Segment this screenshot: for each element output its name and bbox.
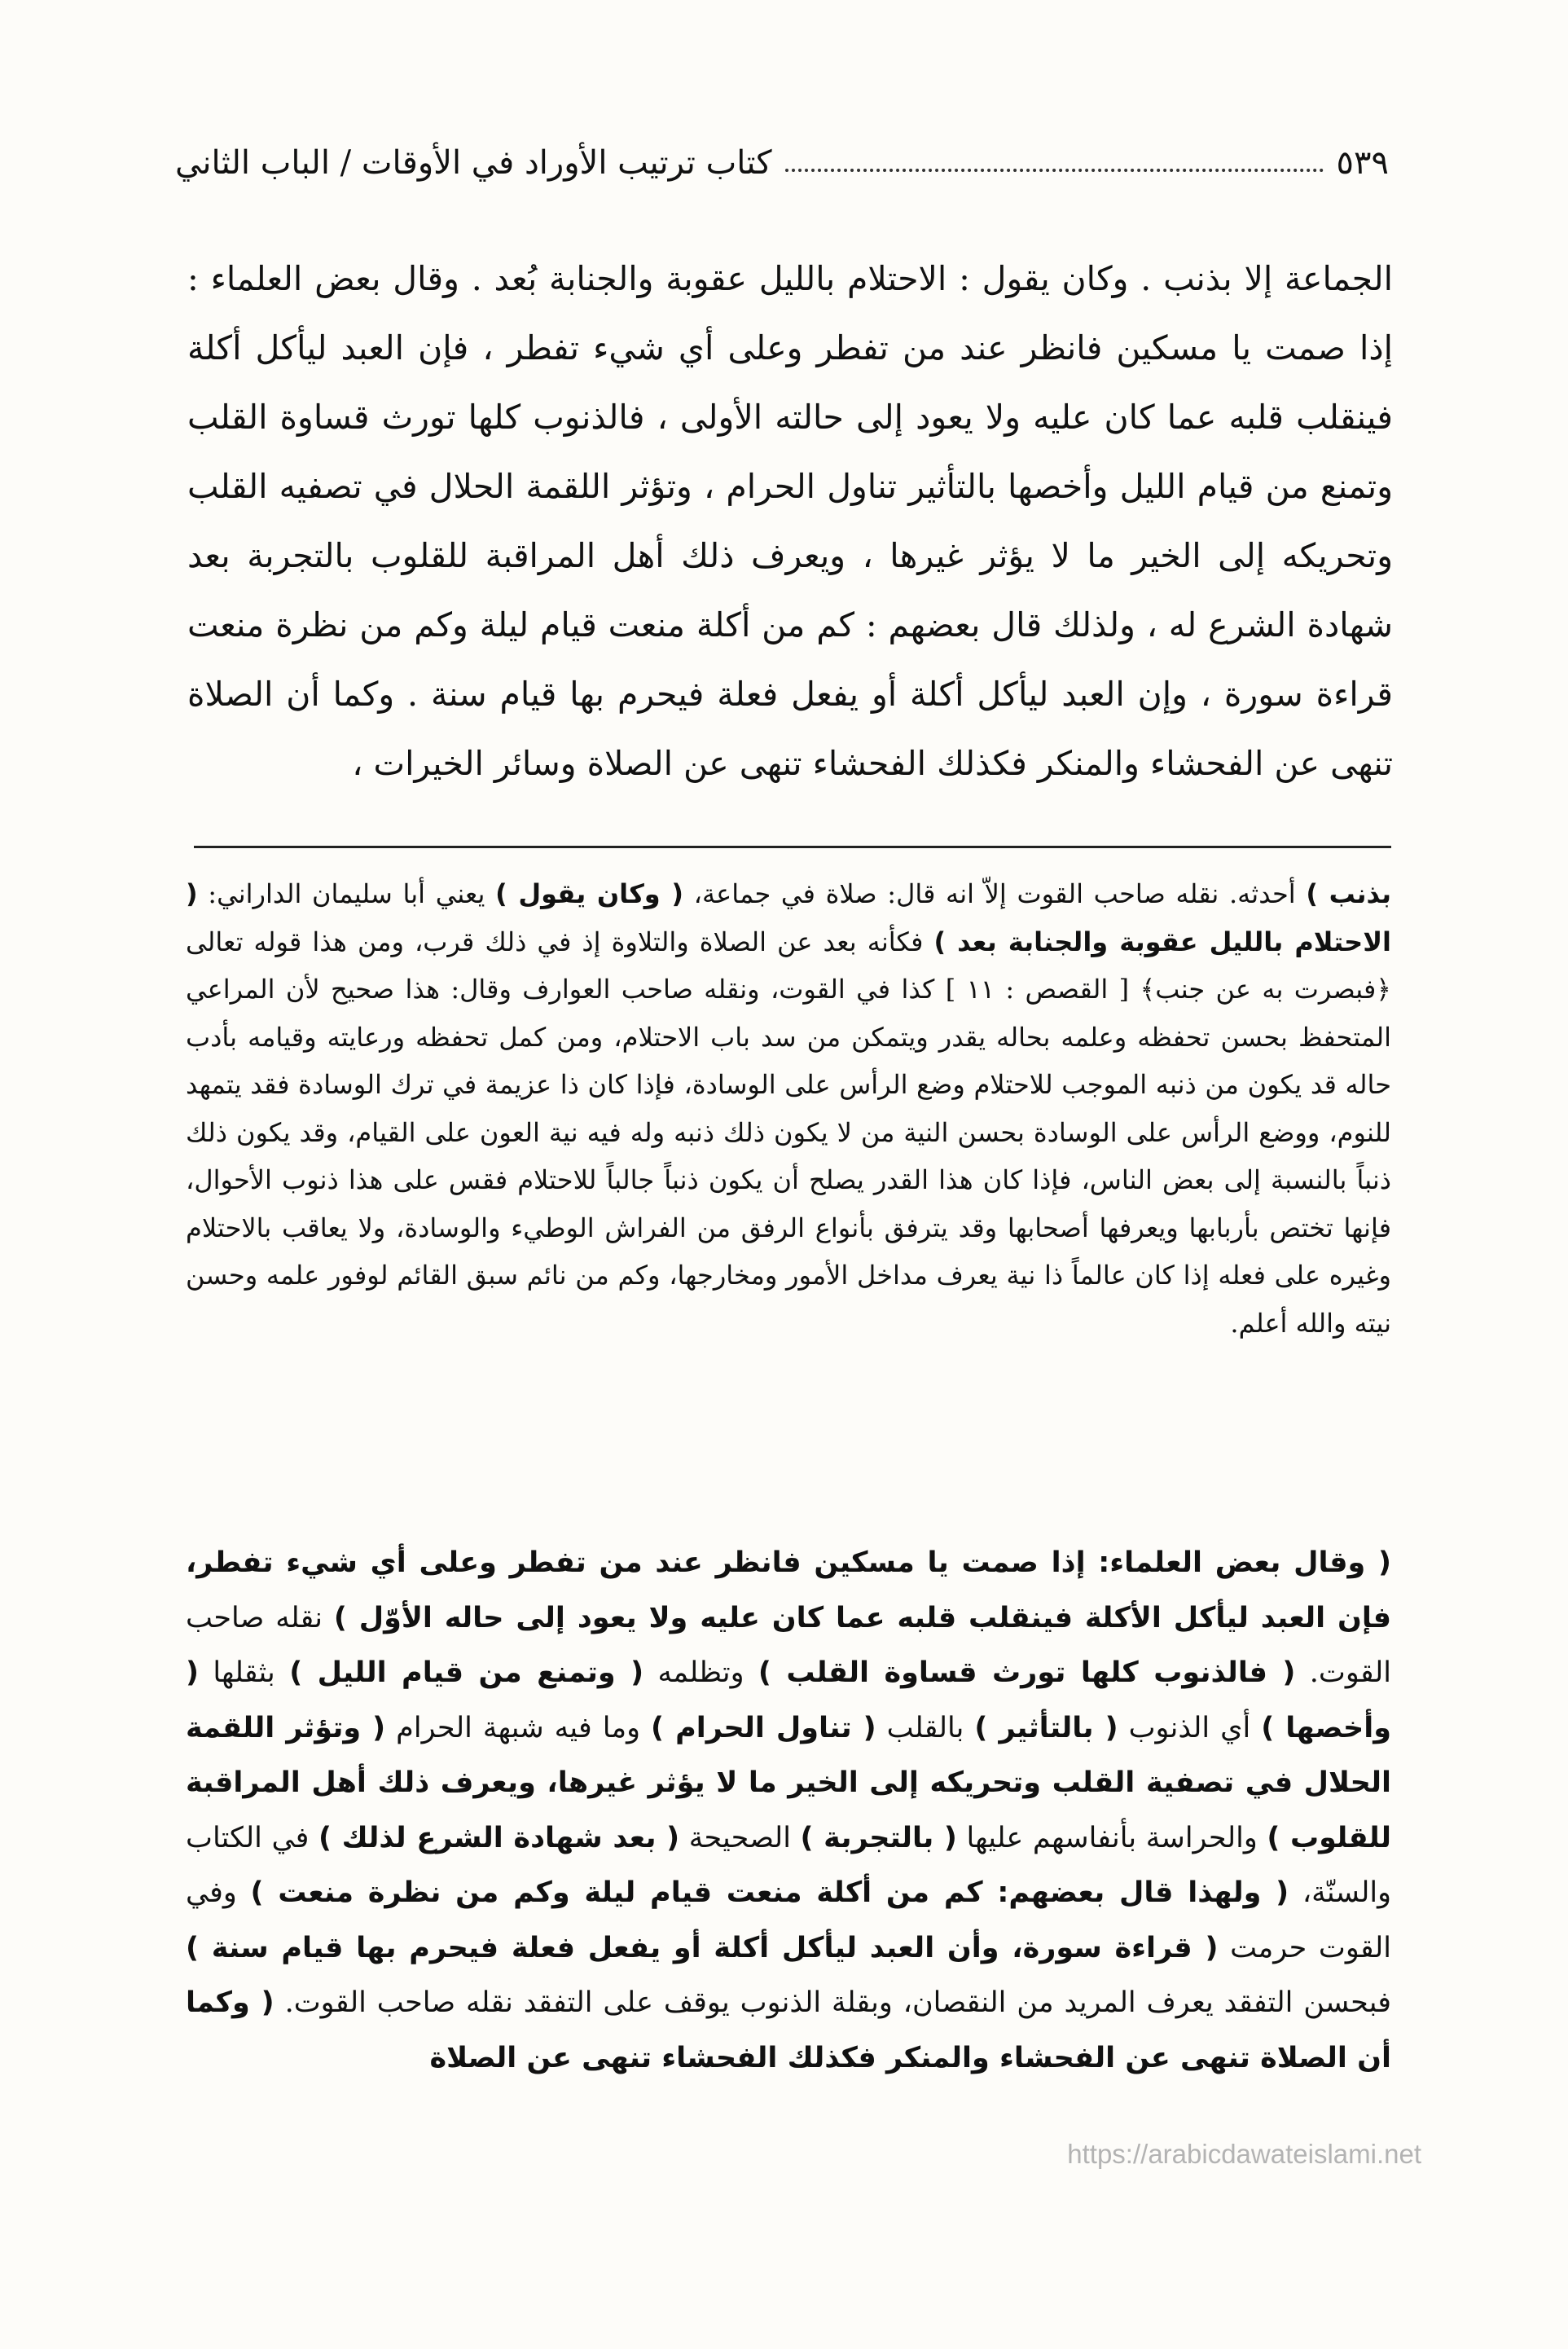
footnote-divider [194,846,1391,848]
quoted-phrase: ( وكما أن الصلاة تنهى عن الفحشاء والمنكر فكذلك الفحشاء تنهى عن الصلاة [186,1986,1391,2074]
commentary-text: أحدثه. نقله صاحب القوت إلاّ انه قال: صلاة في جماعة، [683,878,1307,909]
commentary-text: بثقلها [199,1656,290,1689]
quoted-phrase: ( وتؤثر اللقمة الحلال في تصفية القلب وتحريكه إلى الخير ما لا يؤثر غيرها، ويعرف ذلك أهل المراقبة للقلوب ) [186,1711,1391,1854]
commentary-text: بالقلب [876,1711,975,1744]
quoted-phrase: ( فالذنوب كلها تورث قساوة القلب ) [758,1656,1296,1689]
commentary-block-1 [186,870,1391,1347]
dot-leader [785,169,1324,172]
main-text [187,244,1393,798]
commentary-paragraph [186,1536,1391,2086]
commentary-text: وما فيه شبهة الحرام [385,1711,652,1744]
commentary-text: والحراسة بأنفاسهم عليها [956,1821,1267,1854]
quoted-phrase: ( وأخصها ) [186,1656,1392,1744]
commentary-text: في الكتاب والسنّة، [186,1821,1392,1909]
quoted-phrase: ( بالتأثير ) [974,1711,1118,1744]
quoted-phrase: ( وقال بعض العلماء: إذا صمت يا مسكين فانظر عند من تفطر وعلى أي شيء تفطر، فإن العبد ليأكل الأكلة فينقلب قلبه عما كان عليه ولا يعود إلى حاله الأوّل ) [186,1546,1391,1634]
commentary-text: وتظلمه [643,1656,758,1689]
commentary-text: يعني أبا سليمان الداراني: [197,878,496,909]
page-number: ٥٣٩ [1336,144,1389,182]
quoted-phrase: ( وتمنع من قيام الليل ) [289,1656,644,1689]
running-header [175,130,1389,196]
commentary-text: أي الذنوب [1118,1711,1262,1744]
quoted-phrase: ( وكان يقول ) [495,878,683,909]
commentary-text: نقله صاحب القوت. [186,1601,1391,1689]
commentary-text: فبحسن التفقد يعرف المريد من النقصان، وبقلة الذنوب يوقف على التفقد نقله صاحب القوت. [274,1986,1391,2019]
quoted-phrase: ( الاحتلام بالليل عقوبة والجنابة بعد ) [186,878,1392,957]
commentary-text: الصحيحة [679,1821,801,1854]
commentary-block-2 [186,1536,1391,2086]
quoted-phrase: ( بعد شهادة الشرع لذلك ) [318,1821,680,1854]
commentary-text: فكأنه بعد عن الصلاة والتلاوة إذ في ذلك قرب، ومن هذا قوله تعالى ﴿فبصرت به عن جنب﴾ [ القصص : ١١ ] كذا في القوت، ونقله صاحب العوارف وقال: هذا صحيح لأن المراعي المتحفظ بحسن تحفظه وعلمه بحاله يقدر ويتمكن من سد باب الاحتلام، ومن كمل تحفظه ورعايته وقيامه بأدب حاله قد يكون من ذنبه الموجب للاحتلام وضع الرأس على الوسادة، فإذا كان ذا عزيمة في ترك الوسادة فقد يتمهد للنوم، ووضع الرأس على الوسادة بحسن النية من لا يكون ذلك ذنبه وله فيه نية العون على القيام، وقد يكون ذلك ذنباً بالنسبة إلى بعض الناس، فإذا كان هذا القدر يصلح أن يكون ذنباً جالباً للاحتلام فقس على هذا ذنوب الأحوال، فإنها تختص بأربابها ويعرفها أصحابها وقد يترفق بأنواع الرفق من الفراش الوطيء والوسادة، ولا يعاقب بالاحتلام وغيره على فعله إذا كان عالماً ذا نية يعرف مداخل الأمور ومخارجها، وكم من نائم سبق القائم لوفور علمه وحسن نيته والله أعلم. [186,926,1392,1339]
quoted-phrase: ( بالتجربة ) [800,1821,957,1854]
quoted-phrase: ( تناول الحرام ) [651,1711,876,1744]
source-watermark: https://arabicdawateislami.net [1067,2139,1421,2169]
commentary-paragraph [186,870,1391,1347]
quoted-phrase: ( ولهذا قال بعضهم: كم من أكلة منعت قيام ليلة وكم من نظرة منعت ) [250,1876,1289,1909]
quoted-phrase: ( قراءة سورة، وأن العبد ليأكل أكلة أو يفعل فعلة فيحرم بها قيام سنة ) [186,1931,1219,1964]
chapter-title: كتاب ترتيب الأوراد في الأوقات / الباب الثاني [175,144,772,182]
main-paragraph: الجماعة إلا بذنب . وكان يقول : الاحتلام بالليل عقوبة والجنابة بُعد . وقال بعض العلماء : إذا صمت يا مسكين فانظر عند من تفطر وعلى أي شيء تفطر ، فإن العبد ليأكل أكلة فينقلب قلبه عما كان عليه ولا يعود إلى حالته الأولى ، فالذنوب كلها تورث قساوة القلب وتمنع من قيام الليل وأخصها بالتأثير تناول الحرام ، وتؤثر اللقمة الحلال في تصفيه القلب وتحريكه إلى الخير ما لا يؤثر غيرها ، ويعرف ذلك أهل المراقبة للقلوب بالتجربة بعد شهادة الشرع له ، ولذلك قال بعضهم : كم من أكلة منعت قيام ليلة وكم من نظرة منعت قراءة سورة ، وإن العبد ليأكل أكلة أو يفعل فعلة فيحرم بها قيام سنة . وكما أن الصلاة تنهى عن الفحشاء والمنكر فكذلك الفحشاء تنهى عن الصلاة وسائر الخيرات ، [187,259,1393,783]
commentary-text: وفي القوت حرمت [186,1876,1392,1964]
quoted-phrase: بذنب ) [1306,878,1392,909]
